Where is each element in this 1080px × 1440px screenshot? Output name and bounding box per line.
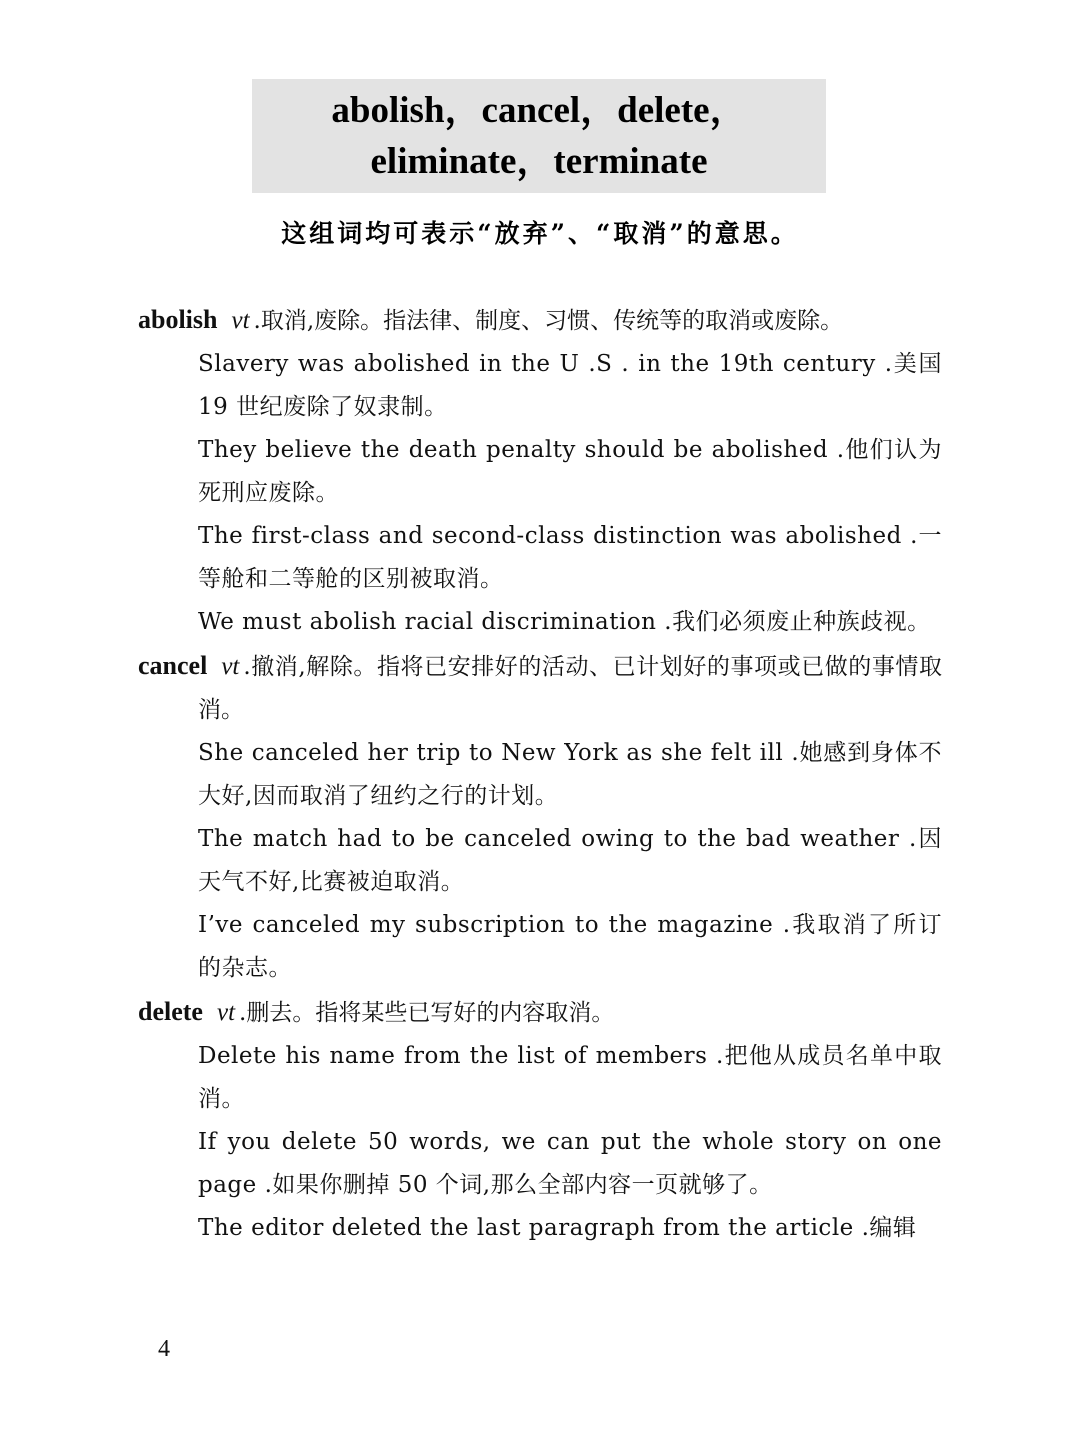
part-of-speech: vt: [216, 999, 236, 1026]
part-of-speech: vt: [231, 307, 250, 334]
example-sentence: Slavery was abolished in the U .S . in the 19th century .美国 19 世纪废除了奴隶制。: [198, 351, 942, 420]
example-sentence: The first-class and second-class distinction was abolished .一等舱和二等舱的区别被取消。: [198, 523, 942, 592]
headword: delete: [138, 997, 203, 1026]
entry-delete: [138, 990, 942, 1035]
example-sentence: She canceled her trip to New York as she felt ill .她感到身体不大好,因而取消了纽约之行的计划。: [198, 740, 942, 809]
headword: abolish: [138, 305, 218, 334]
title-line-1: abolish，cancel，delete，: [331, 90, 747, 131]
example-sentence: If you delete 50 words, we can put the whole story on one page .如果你删掉 50 个词,那么全部内容一页就够了。: [198, 1129, 942, 1198]
entry-abolish: [138, 298, 942, 343]
headword: cancel: [138, 651, 208, 680]
example-sentence: They believe the death penalty should be abolished .他们认为死刑应废除。: [198, 437, 942, 506]
definition: .取消,废除。指法律、制度、习惯、传统等的取消或废除。: [253, 308, 844, 334]
title-line-2: eliminate，terminate: [370, 141, 708, 182]
page-number: 4: [158, 1336, 170, 1362]
entries-list: [138, 298, 942, 1250]
example-sentence: The editor deleted the last paragraph from the article .编辑: [198, 1215, 917, 1241]
part-of-speech: vt: [221, 653, 240, 680]
entry-cancel: [138, 644, 942, 732]
example-sentence: We must abolish racial discrimination .我们必须废止种族歧视。: [198, 609, 931, 635]
definition: .撤消,解除。指将已安排好的活动、已计划好的事项或已做的事情取消。: [198, 654, 942, 723]
subtitle: 这组词均可表示“放弃”、“取消”的意思。: [281, 219, 799, 248]
definition: .删去。指将某些已写好的内容取消。: [239, 1000, 615, 1026]
example-sentence: Delete his name from the list of members .把他从成员名单中取消。: [198, 1043, 942, 1112]
example-sentence: The match had to be canceled owing to the bad weather .因天气不好,比赛被迫取消。: [198, 826, 942, 895]
example-sentence: I’ve canceled my subscription to the magazine .我取消了所订的杂志。: [198, 912, 942, 981]
title-box: [252, 79, 826, 193]
